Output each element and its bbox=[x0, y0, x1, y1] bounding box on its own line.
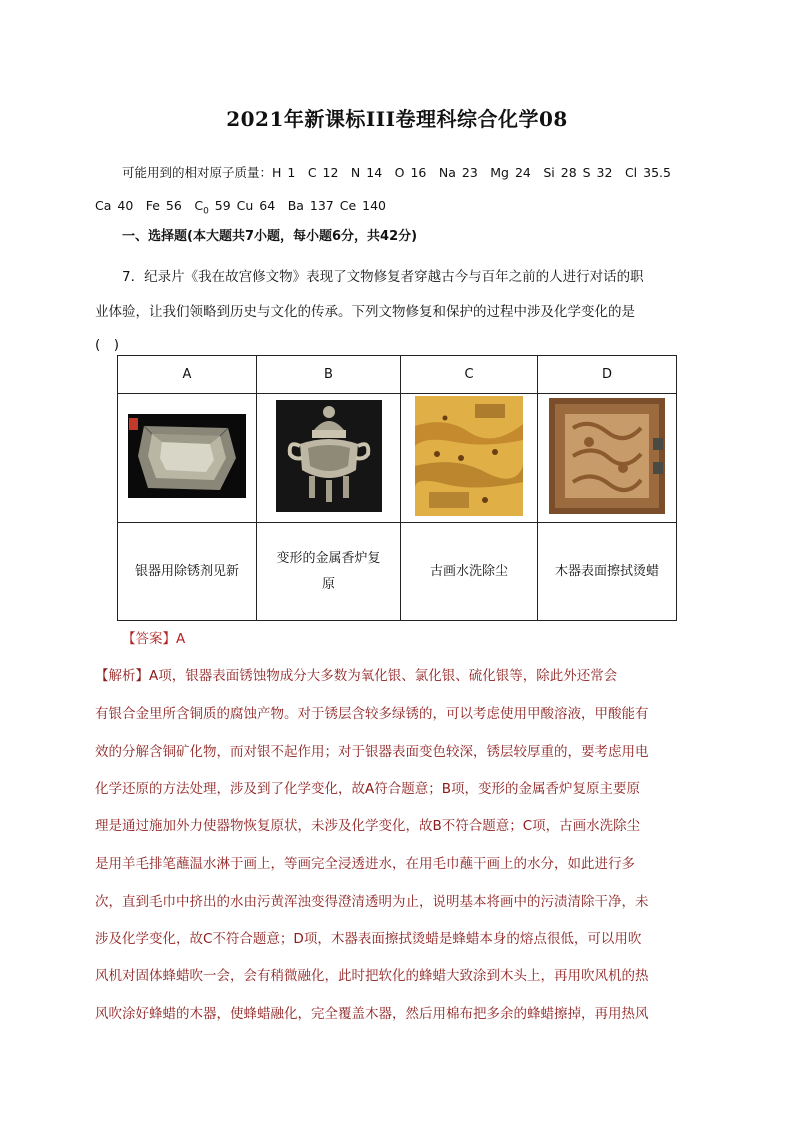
question-line-2: 业体验，让我们领略到历史与文化的传承。下列文物修复和保护的过程中涉及化学变化的是 bbox=[95, 304, 635, 320]
option-b-caption-line-1: 变形的金属香炉复 bbox=[276, 550, 381, 566]
incense-burner-image bbox=[276, 400, 382, 512]
option-letter-c: C bbox=[401, 356, 538, 394]
option-b-image-cell bbox=[257, 394, 401, 523]
answer-line: 【答案】A bbox=[122, 631, 186, 647]
atomic-masses-line-2 bbox=[95, 196, 386, 217]
atomic-masses-text-rest: 59 Cu 64 Ba 137 Ce 140 bbox=[208, 198, 386, 213]
explanation-line: 次，直到毛巾中挤出的水由污黄浑浊变得澄清透明为止，说明基本将画中的污渍清除干净，未 bbox=[95, 894, 649, 910]
explanation-line: 是用羊毛排笔蘸温水淋于画上，等画完全浸透进水，在用毛巾蘸干画上的水分，如此进行多 bbox=[95, 856, 635, 872]
option-a-image-cell bbox=[118, 394, 257, 523]
option-a-caption: 银器用除锈剂见新 bbox=[118, 523, 257, 621]
cobalt-subscript: 0 bbox=[203, 206, 209, 217]
option-b-caption bbox=[257, 523, 401, 621]
option-c-image-cell bbox=[401, 394, 538, 523]
page-title: 2021年新课标III卷理科综合化学08 bbox=[226, 107, 568, 131]
section-heading: 一、选择题(本大题共7小题，每小题6分，共42分) bbox=[122, 229, 418, 244]
silver-box-image bbox=[128, 414, 246, 498]
options-table bbox=[117, 355, 677, 621]
explanation-line: 效的分解含铜矿化物，而对银不起作用；对于银器表面变色较深，锈层较厚重的，要考虑用电 bbox=[95, 744, 649, 760]
option-letter-a: A bbox=[118, 356, 257, 394]
explanation-line: 风吹涂好蜂蜡的木器，使蜂蜡融化，完全覆盖木器，然后用棉布把多余的蜂蜡擦掉，再用热风 bbox=[95, 1006, 649, 1022]
explanation-line: 涉及化学变化，故C不符合题意；D项，木器表面擦拭烫蜡是蜂蜡本身的熔点很低，可以用吹 bbox=[95, 931, 642, 947]
question-line-1: 7．纪录片《我在故宫修文物》表现了文物修复者穿越古今与百年之前的人进行对话的职 bbox=[122, 269, 644, 285]
explanation-line: 风机对固体蜂蜡吹一会，会有稍微融化，此时把软化的蜂蜡大致涂到木头上，再用吹风机的热 bbox=[95, 968, 649, 984]
explanation-line: 有银合金里所含铜质的腐蚀产物。对于锈层含较多绿锈的，可以考虑使用甲酸溶液，甲酸能有 bbox=[95, 706, 649, 722]
option-c-caption: 古画水洗除尘 bbox=[401, 523, 538, 621]
option-d-caption: 木器表面擦拭烫蜡 bbox=[538, 523, 677, 621]
option-letter-b: B bbox=[257, 356, 401, 394]
option-d-image-cell bbox=[538, 394, 677, 523]
explanation-line: 【解析】A项，银器表面锈蚀物成分大多数为氧化银、氯化银、硫化银等，除此外还常会 bbox=[95, 668, 618, 684]
atomic-masses-text: Ca 40 Fe 56 C bbox=[95, 198, 204, 213]
question-blank: ( ) bbox=[95, 337, 120, 353]
ancient-painting-image bbox=[415, 396, 523, 516]
atomic-masses-line-1: 可能用到的相对原子质量：H 1 C 12 N 14 O 16 Na 23 Mg 24 Si 28 S 32 Cl 35.5 bbox=[122, 165, 671, 180]
explanation-line: 理是通过施加外力使器物恢复原状，未涉及化学变化，故B不符合题意；C项，古画水洗除尘 bbox=[95, 818, 641, 834]
option-b-caption-line-2: 原 bbox=[321, 576, 335, 592]
explanation-line: 化学还原的方法处理，涉及到了化学变化，故A符合题意；B项，变形的金属香炉复原主要原 bbox=[95, 781, 640, 797]
carved-wood-image bbox=[549, 398, 665, 514]
option-letter-d: D bbox=[538, 356, 677, 394]
